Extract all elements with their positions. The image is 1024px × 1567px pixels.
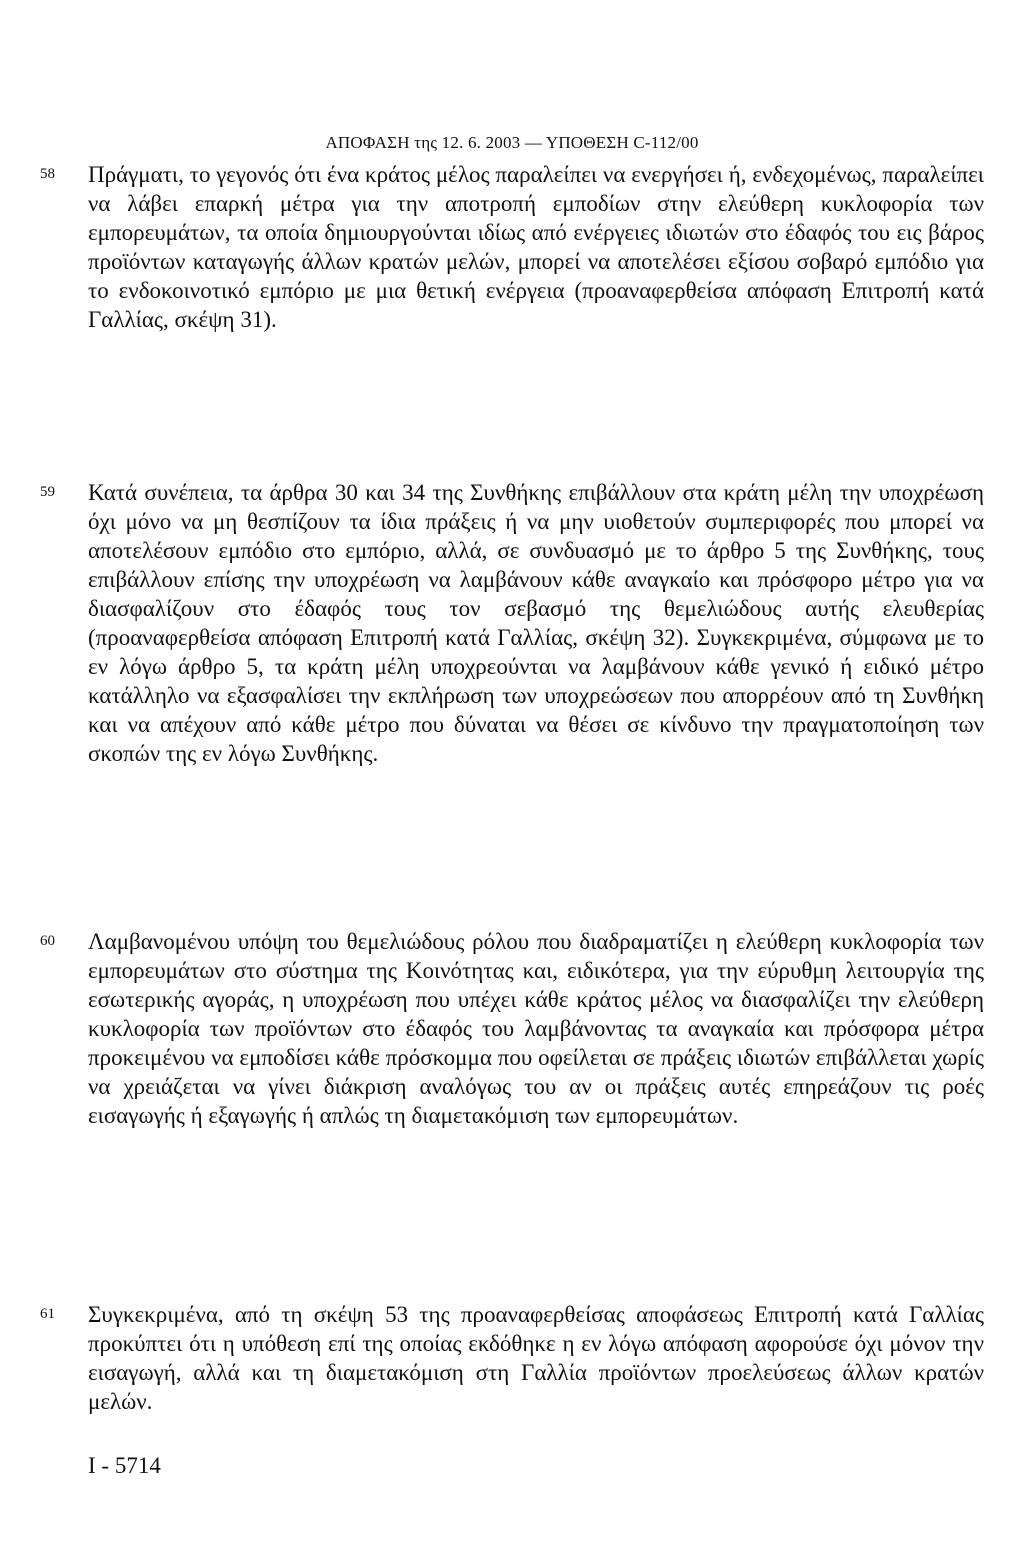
paragraph-59: Κατά συνέπεια, τα άρθρα 30 και 34 της Συνθήκης επιβάλλουν στα κράτη μέλη την υποχρέωση όχι μόνο να μη θεσπίζουν τα ίδια πράξεις ή να μην υιοθετούν συμπεριφορές που μπορεί να αποτελέσουν εμπόδιο στο εμπόριο, αλλά, σε συνδυασμό με το άρθρο 5 της Συνθήκης, τους επιβάλλουν επίσης την υποχρέωση να λαμβάνουν κάθε αναγκαίο και πρόσφορο μέτρο για να διασφαλίζουν στο έδαφός τους τον σεβασμό της θεμελιώδους αυτής ελευθερίας (προαναφερθείσα απόφαση Επιτροπή κατά Γαλλίας, σκέψη 32). Συγκεκριμένα, σύμφωνα με το εν λόγω άρθρο 5, τα κράτη μέλη υποχρεούνται να λαμβάνουν κάθε γενικό ή ειδικό μέτρο κατάλληλο να εξασφαλίσει την εκπλήρωση των υποχρεώσεων που απορρέουν από τη Συνθήκη και να απέχουν από κάθε μέτρο που δύναται να θέσει σε κίνδυνο την πραγματοποίηση των σκοπών της εν λόγω Συνθήκης. — [88, 480, 984, 766]
running-header: ΑΠΟΦΑΣΗ της 12. 6. 2003 — ΥΠΟΘΕΣΗ C-112/00 — [325, 133, 699, 152]
paragraph-58: Πράγματι, το γεγονός ότι ένα κράτος μέλος παραλείπει να ενεργήσει ή, ενδεχομένως, παραλείπει να λάβει επαρκή μέτρα για την αποτροπή εμποδίων στην ελεύθερη κυκλοφορία των εμπορευμάτων, τα οποία δημιουργούνται ιδίως από ενέργειες ιδιωτών στο έδαφός του εις βάρος προϊόντων καταγωγής άλλων κρατών μελών, μπορεί να αποτελέσει εξίσου σοβαρό εμπόδιο για το ενδοκοινοτικό εμπόριο με μια θετική ενέργεια (προαναφερθείσα απόφαση Επιτροπή κατά Γαλλίας, σκέψη 31). — [88, 162, 984, 332]
page-number: I - 5714 — [88, 1453, 161, 1478]
paragraph-number-58: 58 — [40, 166, 55, 182]
paragraph-number-61: 61 — [40, 1306, 55, 1322]
paragraph-60: Λαμβανομένου υπόψη του θεμελιώδους ρόλου που διαδραματίζει η ελεύθερη κυκλοφορία των εμπορευμάτων στο σύστημα της Κοινότητας και, ειδικότερα, για την εύρυθμη λειτουργία της εσωτερικής αγοράς, η υποχρέωση που υπέχει κάθε κράτος μέλος να διασφαλίζει την ελεύθερη κυκλοφορία των προϊόντων στο έδαφός του λαμβάνοντας τα αναγκαία και πρόσφορα μέτρα προκειμένου να εμποδίσει κάθε πρόσκομμα που οφείλεται σε πράξεις ιδιωτών επιβάλλεται χωρίς να χρειάζεται να γίνει διάκριση αναλόγως του αν οι πράξεις αυτές επηρεάζουν τις ροές εισαγωγής ή εξαγωγής ή απλώς τη διαμετακόμιση των εμπορευμάτων. — [88, 929, 984, 1128]
paragraph-number-59: 59 — [40, 484, 55, 500]
paragraph-61: Συγκεκριμένα, από τη σκέψη 53 της προαναφερθείσας αποφάσεως Επιτροπή κατά Γαλλίας προκύπτει ότι η υπόθεση επί της οποίας εκδόθηκε η εν λόγω απόφαση αφορούσε όχι μόνον την εισαγωγή, αλλά και τη διαμετακόμιση στη Γαλλία προϊόντων προελεύσεως άλλων κρατών μελών. — [88, 1302, 984, 1414]
paragraph-number-60: 60 — [40, 933, 55, 949]
